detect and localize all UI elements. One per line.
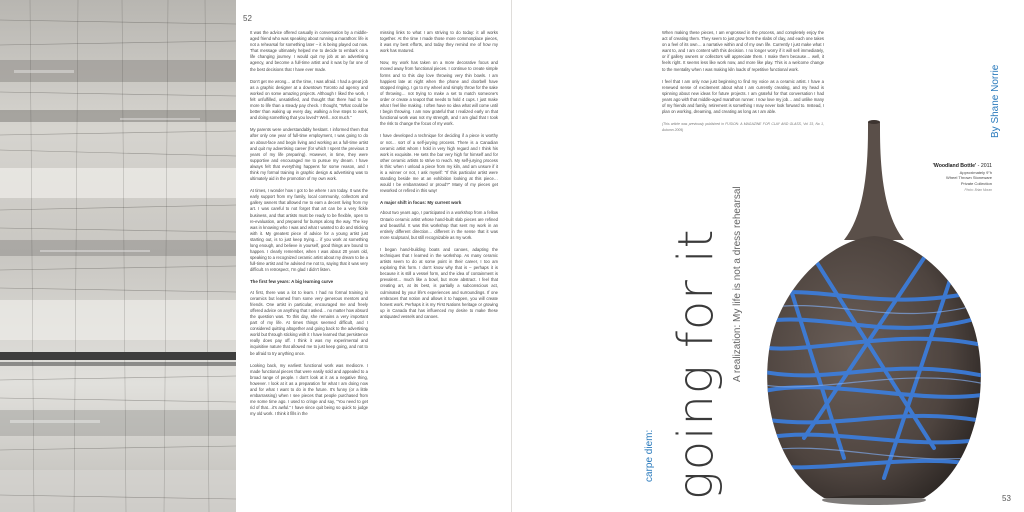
publication-note: (This article was previously published in FUSION: A MAGAZINE FOR CLAY AND GLASS, Vol 33, No 1, Autumn 2009) bbox=[662, 122, 824, 133]
artwork-year: - 2011 bbox=[976, 163, 992, 169]
body-paragraph: I began hand-building boats and canoes, adapting the techniques that I learned in the workshop. As many ceramic artists seem to do at some point in their career, I too am exploring this form. I don't know why that is – perhaps it is because it is still a vessel form, and the idea of containment is prevalent… much like a bowl, but more abstract. I feel that creating art, at its best, is partially a subconscious act, culminated by your life's experiences and surroundings. If one embraces that notion and allows it to happen, you will create honest work. Perhaps it is my First Nations heritage or growing up in Canada that has influenced my desire to make these antiquated vessels and canoes. bbox=[380, 246, 498, 319]
body-paragraph: Now, my work has taken on a more decorative focus and moved away from functional pieces. I continue to create simple forms and to this day love throwing very thin bowls. I am happiest late at night when the phone and doorbell have stopped ringing. I go to my wheel and simply throw for the sake of throwing… not trying to make a set to match someone's order or create a teapot that needs to hold 4 cups. I just make what I feel like making. I often have no idea what will come until I begin throwing. I am now grateful that I realized early on that functional work was not my strength, and I am glad that I took the risk to change the focus of my work. bbox=[380, 60, 498, 127]
article-kicker: carpe diem: bbox=[644, 429, 655, 482]
article-column-1 bbox=[250, 30, 368, 423]
body-paragraph: Don't get me wrong… at the time, I was afraid. I had a great job as a graphic designer at a downtown Toronto ad agency and worked on some amazing projects. Although I liked the work, I felt unfulfilled, unsatisfied, and thought that there had to be more to life than a steady pay check. I thought, "What could be better than waking up every day, walking a few steps to work, and doing something that you loved? Well…not much." bbox=[250, 78, 368, 121]
body-paragraph: At first, there was a lot to learn. I had no formal training in ceramics but learned from some very generous mentors and friends. One artist in particular, encouraged me and freely offered advice on anything that I asked… no matter how absurd the question was. To this day, she remains a very important part of my life. At times things seemed difficult, and I considered quitting altogether and going back to the advertising world but through sticking with it I have learned that persistence really does pay off. I think it was my experimental and inquisitive nature that allowed me to just keep going, and not to be afraid to try anything once. bbox=[250, 289, 368, 356]
body-paragraph: missing links to what I am striving to do today: it all works together. At the time I made those more commonplace pieces, it was my best efforts, and today they remind me of how my work has matured. bbox=[380, 30, 498, 54]
body-paragraph: I have developed a technique for deciding if a piece is worthy or not… sort of a self-jurying process. There is a Canadian ceramic artist whom I hold in very high regard and I think his work is exquisite. He sets the bar very high for himself and for other ceramic artists to strive to reach. My self-jurying process is this: when I unload a piece from my kiln, and am unsure if it is a winner or not, I ask myself: "If this particular artist were standing beside me at an exhibition looking at this piece… would I be embarrassed or proud?" Many of my pieces get reworked or refired in this way! bbox=[380, 133, 498, 194]
body-paragraph: Looking back, my earliest functional work was mediocre. I made functional pieces that were easily sold and appealed to a broad range of people. I don't look at it as a negative thing, however. I look at it as a preparation for what I am doing now and for what I want to do in the future. It's funny (or a little embarrassing) when I see pieces that people purchased from me some time ago. I used to cringe and say, "You need to get rid of that…it's awful." I have since quit being so quick to judge my old work. I think it fills in the bbox=[250, 362, 368, 417]
artwork-size: Approximately 9"h bbox=[959, 169, 992, 175]
body-paragraph: My parents were understandably hesitant. I informed them that after only one year of full-time employment, I was going to do an about-face and begin living and working as a full-time artist and quit my advertising career (for which I spent the previous 3 years of my life preparing). However, in time, they were supportive and encouraged me to pursue my dream. I have always felt that everything happens for some reason, and I think my formal training in graphic design & advertising was to ultimately aid in the promotion of my own work. bbox=[250, 127, 368, 182]
artwork-caption bbox=[868, 164, 992, 194]
page-number-left: 52 bbox=[243, 14, 252, 23]
body-paragraph: When making these pieces, I am engrossed in the process, and completely enjoy the act of creating them. They seem to just grow from the slabs of clay, and each one takes on a feel of its own… a narrative within and of my own life. Currently I just make what I want to, and I am content with this decision. I no longer worry if it will sell immediately, or if gallery owners or collectors will appreciate them. I make them because… well, it feels right. It seems less like work now, and more like play. This is a welcome change to the mentality when I was making kiln loads of repetitive functional work. bbox=[662, 30, 824, 72]
body-paragraph: I feel that I am only now just beginning to find my voice as a ceramic artist. I have a renewed sense of excitement about what I am currently creating, and my head is spinning about new ideas for future projects. I am grateful for that conversation I had years ago with that middle-aged marathon runner. I now love my job… and unlike many of my friends and family, retirement is something I may never look forward to. Instead, I plan on working, dreaming, and creating as long as I am able. bbox=[662, 78, 824, 115]
page-number-right: 53 bbox=[1002, 494, 1011, 503]
abstract-painting bbox=[0, 0, 236, 512]
photo-credit: Photo: Brian Moran bbox=[964, 188, 992, 192]
article-column-2 bbox=[380, 30, 498, 326]
body-paragraph: At times, I wonder how I got to be where I am today. It was the early support from my family, local community, collectors and gallery owners that allowed me to earn a decent living from my art. I was careful to not forget that art can be a very fickle business, and that artists must be ready to be flexible, open to re-evaluation, and prepared for bumps along the way. The key was in knowing who I was and what I wanted to do and sticking with it. My greatest piece of advice for a young artist just starting out, is to just keep trying… if you work at something long enough, and believe in yourself, good things are bound to happen. I clearly remember, when I was about 20 years old, speaking to a recognized ceramic artist about my dream to be a full-time artist and he advised me not to, saying that it was very difficult. In retrospect, I'm glad I didn't listen. bbox=[250, 188, 369, 273]
byline-text: By Shane Norrie bbox=[990, 64, 1001, 138]
artwork-medium: Wheel Thrown Stoneware bbox=[946, 175, 992, 180]
article-subtitle: A realization: My life is not a dress rehearsal bbox=[732, 186, 743, 382]
artwork-collection: Private Collection bbox=[960, 180, 992, 186]
section-heading: The first few years: A big learning curve bbox=[250, 279, 334, 285]
section-heading: A major shift in focus: My current work bbox=[380, 200, 462, 206]
body-paragraph: About two years ago, I participated in a workshop from a fellow Ontario ceramic artist whose hand-built slab pieces are refined and beautiful. It was this workshop that sent my work in an entirely different direction… different in the sense that it was more sculptural, but still recognizable as my work. bbox=[380, 210, 498, 240]
article-title: going for it bbox=[668, 228, 724, 500]
body-paragraph: It was the advice offered casually in conversation by a middle-aged friend who was speaking about running a marathon: life is not a rehearsal for something later – it is being played out now. That message ultimately helped me to decide to embark on a life changing journey. I would quit my job at an advertising agency, and become a full-time artist and it was by far one of the best decisions that I have ever made. bbox=[250, 30, 368, 72]
artwork-title: 'Woodland Bottle' bbox=[932, 163, 977, 169]
